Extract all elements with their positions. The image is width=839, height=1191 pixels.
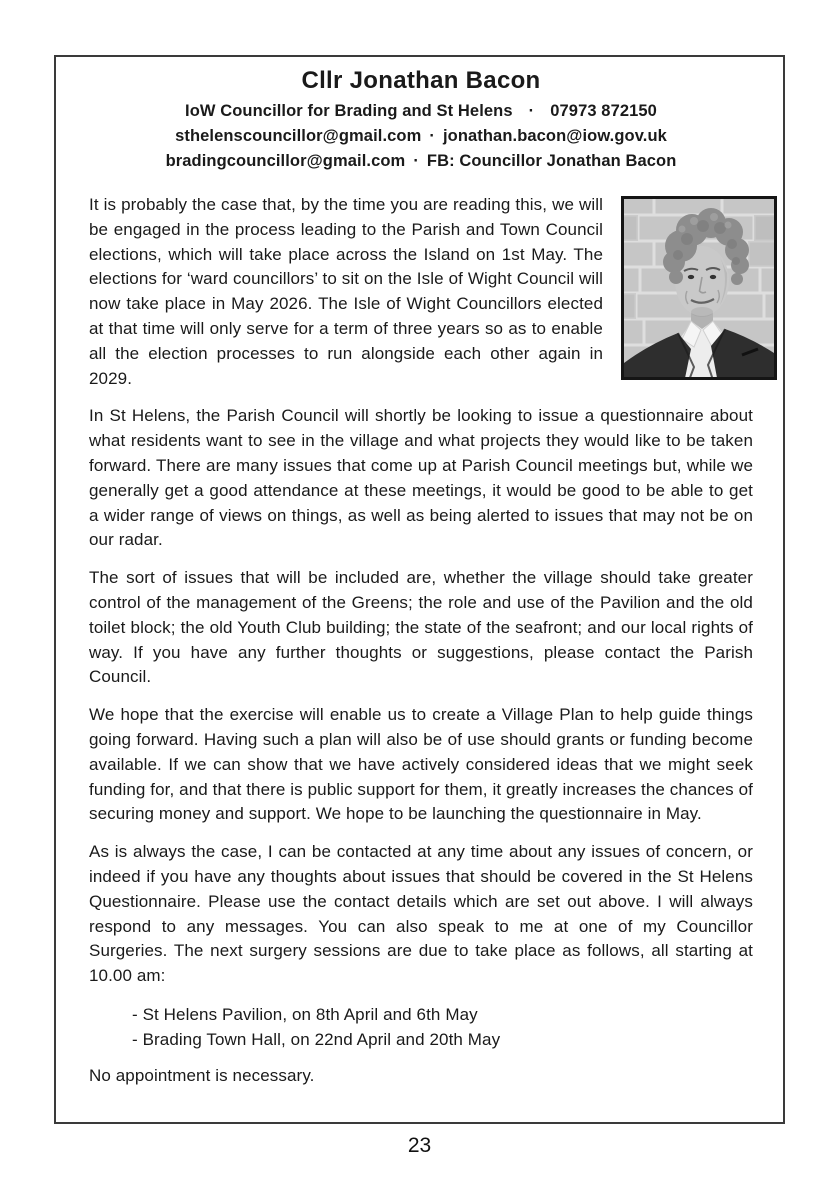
email-brading: bradingcouncillor@gmail.com: [165, 152, 406, 170]
role-text: IoW Councillor for Brading and St Helens: [185, 102, 513, 120]
contact-line-emails-2: [89, 149, 753, 174]
surgery-schedule-list: [89, 1002, 753, 1052]
article-paragraph: In St Helens, the Parish Council will shortly be looking to issue a questionnaire about what residents want to see in the village and what projects they would like to be taken forward. There are many issues that come up at Parish Council meetings but, while we generally get a good attendance at these meetings, it would be good to be able to get a wider range of views on things, as well as being alerted to issues that may not be on our radar.: [89, 406, 753, 550]
page-number: 23: [407, 1134, 432, 1157]
separator-dot: ·: [429, 127, 435, 145]
email-iow: jonathan.bacon@iow.gov.uk: [442, 127, 667, 145]
article-body: [89, 193, 753, 1089]
surgery-schedule-item: - Brading Town Hall, on 22nd April and 20th May: [132, 1029, 501, 1049]
contact-line-role-phone: [89, 99, 753, 124]
article-header: [89, 67, 753, 174]
separator-dot: ·: [413, 152, 419, 170]
contact-line-emails-1: [89, 124, 753, 149]
article-paragraph: We hope that the exercise will enable us to create a Village Plan to help guide things going forward. Having such a plan will also be of use should grants or funding become available. If we can show that we have actively considered ideas that we might seek funding for, and that there is public support for them, it greatly increases the chances of securing money and support. We hope to be launching the questionnaire in May.: [89, 705, 753, 824]
councillor-photo-graphic: [624, 199, 777, 380]
facebook-handle: FB: Councillor Jonathan Bacon: [426, 152, 677, 170]
article-paragraph: The sort of issues that will be included are, whether the village should take greater control of the management of the Greens; the role and use of the Pavilion and the old toilet block; the old Youth Club building; the state of the seafront; and our local rights of way. If you have any further thoughts or suggestions, please contact the Parish Council.: [89, 568, 753, 687]
article-paragraph: It is probably the case that, by the time you are reading this, we will be engaged in the process leading to the Parish and Town Council elections, which will take place across the Island on 1st May. The elections for ‘ward councillors’ to sit on the Isle of Wight Council will now take place in May 2026. The Isle of Wight Councillors elected at that time will only serve for a term of three years so as to enable all the election processes to run alongside each other again in 2029.: [89, 195, 603, 388]
separator-dot: ·: [528, 102, 535, 120]
councillor-article-box: [54, 55, 785, 1124]
closing-note: No appointment is necessary.: [89, 1065, 315, 1085]
councillor-photo: [621, 196, 777, 380]
email-sthelens: sthelenscouncillor@gmail.com: [175, 127, 422, 145]
surgery-schedule-item: - St Helens Pavilion, on 8th April and 6th May: [132, 1004, 478, 1024]
article-paragraph: As is always the case, I can be contacted at any time about any issues of concern, or indeed if you have any thoughts about issues that should be covered in the St Helens Questionnaire. Please use the contact details which are set out above. I will always respond to any messages. You can also speak to me at one of my Councillor Surgeries. The next surgery sessions are due to take place as follows, all starting at 10.00 am:: [89, 842, 753, 986]
councillor-name-heading: Cllr Jonathan Bacon: [301, 67, 541, 94]
phone-number: 07973 872150: [550, 102, 657, 120]
